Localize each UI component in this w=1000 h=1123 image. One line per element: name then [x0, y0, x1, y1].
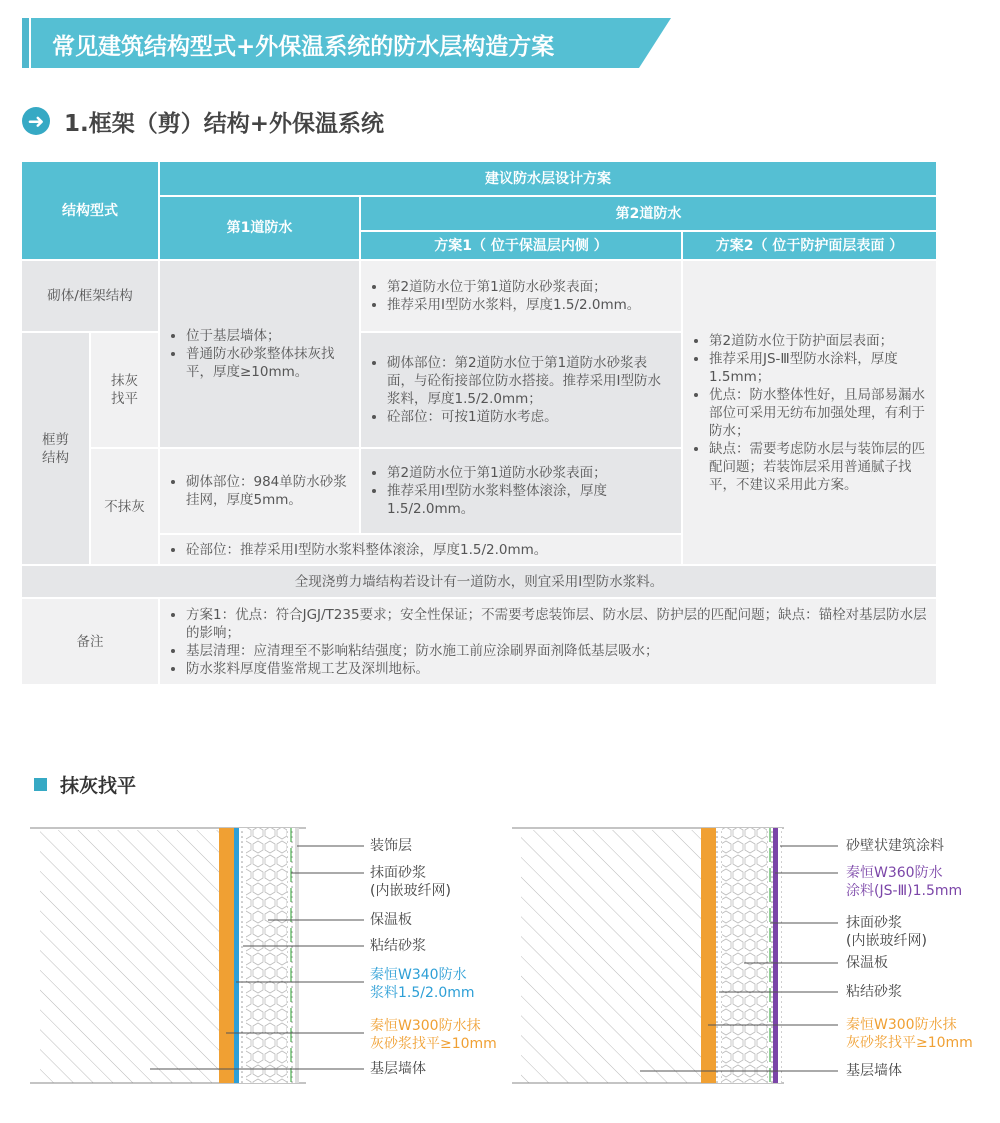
header-structure: 结构型式 — [22, 162, 160, 261]
left-finish-layer — [295, 828, 299, 1083]
bullet-item: • 砼部位：推荐采用Ⅰ型防水浆料整体滚涂，厚度1.5/2.0mm。 — [186, 541, 673, 559]
left-w340-layer — [234, 828, 239, 1083]
section-2-title: 抹灰找平 — [60, 775, 137, 797]
bullet-item: • 方案1：优点：符合JGJ/T235要求；安全性保证；不需要考虑装饰层、防水层、防护层的匹配问题；缺点：锚栓对基层防水层的影响； — [186, 606, 928, 642]
bullet-item: • 砌体部位：984单防水砂浆挂网，厚度5mm。 — [186, 473, 351, 509]
bullet-item: • 缺点：需要考虑防水层与装饰层的匹配问题；若装饰层采用普通腻子找平，不建议采用此方案。 — [709, 440, 928, 494]
shear-wall-note: 全现浇剪力墙结构若设计有一道防水，则宜采用Ⅰ型防水浆料。 — [22, 566, 938, 599]
header-second: 第2道防水 — [361, 197, 938, 232]
left-diagram — [30, 828, 364, 1083]
right-label-w360: 秦恒W360防水 涂料(JS-Ⅲ)1.5mm — [846, 865, 963, 899]
left-label-render: 抹面砂浆 (内嵌玻纤网) — [370, 865, 451, 899]
left-label-insulation: 保温板 — [370, 912, 412, 928]
bullet-item: • 位于基层墙体； — [186, 327, 351, 345]
left-label-w340: 秦恒W340防水 浆料1.5/2.0mm — [370, 967, 475, 1001]
header-plan1: 方案1（ 位于保温层内侧 ） — [361, 232, 683, 261]
no-plaster-label: 不抹灰 — [91, 449, 160, 566]
bullet-item: • 优点：防水整体性好，且局部易漏水部位可采用无纺布加强处理，有利于防水； — [709, 386, 928, 440]
bullet-item: • 第2道防水位于第1道防水砂浆表面； — [387, 464, 673, 482]
right-label-sand-coating: 砂壁状建筑涂料 — [846, 838, 944, 854]
bullet-item: • 推荐采用Ⅰ型防水浆料，厚度1.5/2.0mm。 — [387, 296, 673, 314]
bullet-item: • 砼部位：可按1道防水考虑。 — [387, 408, 673, 426]
right-w360-layer — [773, 828, 778, 1083]
bullet-item: • 基层清理：应清理至不影响粘结强度；防水施工前应涂刷界面剂降低基层吸水； — [186, 642, 928, 660]
right-label-insulation: 保温板 — [846, 955, 888, 971]
right-bond-layer — [716, 828, 722, 1083]
right-base-wall — [521, 830, 701, 1083]
remarks-label: 备注 — [22, 599, 160, 686]
header-plan2: 方案2（ 位于防护面层表面 ） — [683, 232, 938, 261]
bullet-item: • 第2道防水位于防护面层表面； — [709, 332, 928, 350]
bullet-item: • 推荐采用Ⅰ型防水浆料整体滚涂，厚度1.5/2.0mm。 — [387, 482, 673, 518]
left-base-wall — [40, 830, 219, 1083]
left-mortar-layer — [219, 828, 234, 1083]
right-label-base: 基层墙体 — [846, 1063, 902, 1079]
right-insulation-board — [722, 828, 767, 1083]
bullet-item: • 第2道防水位于第1道防水砂浆表面； — [387, 278, 673, 296]
bullet-item: • 防水浆料厚度借鉴常规工艺及深圳地标。 — [186, 660, 928, 678]
left-insulation-board — [246, 828, 287, 1083]
right-label-bond: 粘结砂浆 — [846, 984, 902, 1000]
left-label-bond: 粘结砂浆 — [370, 938, 426, 954]
left-label-base: 基层墙体 — [370, 1061, 426, 1077]
left-label-w300: 秦恒W300防水抹 灰砂浆找平≥10mm — [370, 1018, 497, 1052]
header-first: 第1道防水 — [160, 197, 361, 261]
frame-shear-text: 框剪 结构 — [42, 431, 69, 466]
right-mortar-layer — [701, 828, 716, 1083]
right-label-w300: 秦恒W300防水抹 灰砂浆找平≥10mm — [846, 1017, 973, 1051]
right-sand-coating — [778, 828, 782, 1083]
bullet-item: • 推荐采用JS-Ⅲ型防水涂料，厚度1.5mm； — [709, 350, 928, 386]
right-label-render: 抹面砂浆 (内嵌玻纤网) — [846, 915, 927, 949]
section-1-title: 1.框架（剪）结构+外保温系统 — [64, 110, 385, 137]
left-label-finish: 装饰层 — [370, 838, 412, 854]
left-bond-layer — [239, 828, 246, 1083]
right-diagram — [512, 828, 838, 1083]
bullet-item: • 砌体部位：第2道防水位于第1道防水砂浆表面，与砼衔接部位防水搭接。推荐采用Ⅰ型防水浆料，厚度1.5/2.0mm； — [387, 354, 673, 408]
header-design: 建议防水层设计方案 — [160, 162, 938, 197]
plaster-label-text: 抹灰 找平 — [111, 373, 138, 407]
row-masonry-label: 砌体/框架结构 — [22, 261, 160, 333]
arrow-right-icon: ➜ — [22, 107, 50, 135]
bullet-item: • 普通防水砂浆整体抹灰找平，厚度≥10mm。 — [186, 345, 351, 381]
page-title: 常见建筑结构型式+外保温系统的防水层构造方案 — [52, 34, 555, 60]
